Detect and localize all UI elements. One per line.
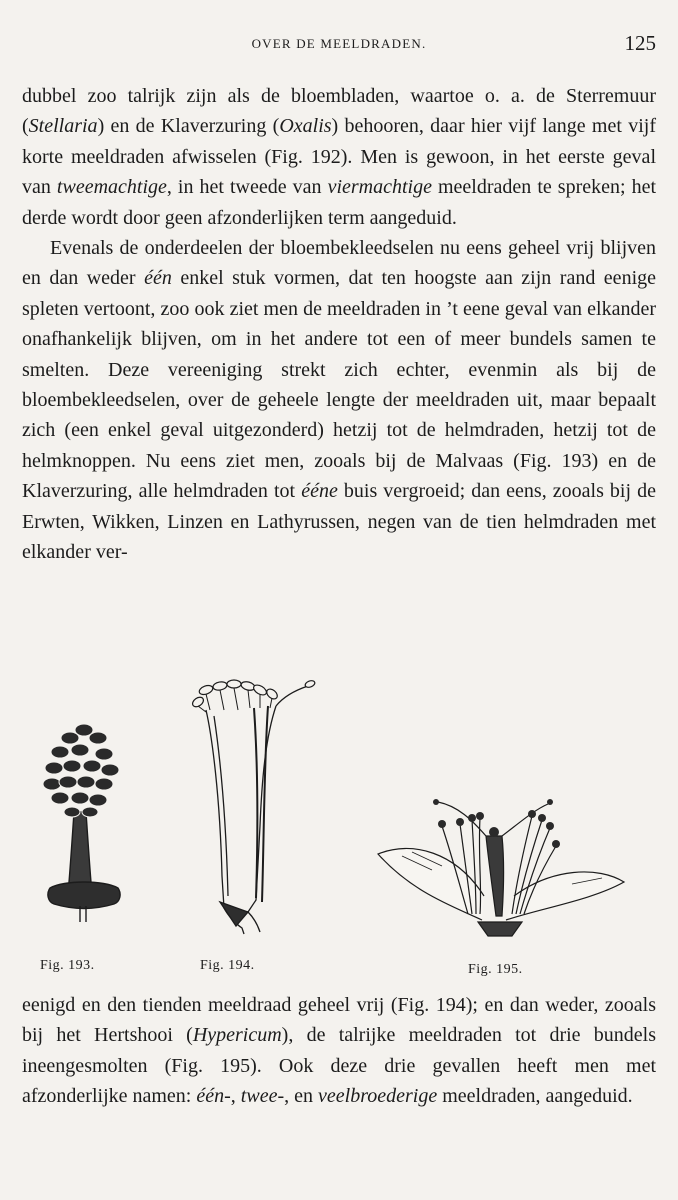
italic-term: Oxalis <box>279 115 332 138</box>
figure-193-caption: Fig. 193. <box>40 958 95 973</box>
paragraph-1: dubbel zoo talrijk zijn als de bloembladen, waartoe o. a. de Sterremuur (Stellaria) en de Klaverzuring (Oxalis) behooren, daar hier vijf lange met vijf korte meeldraden afwisselen (Fig. 192). Men is gewoon, in het eerste geval van tweemachtige, in het tweede van viermachtige meeldraden te spreken; het derde wordt door geen afzonderlijken term aangeduid. <box>22 85 657 229</box>
italic-term: twee- <box>240 1085 285 1108</box>
italic-term: viermachtige <box>327 176 432 199</box>
figure-193-illustration <box>34 712 134 924</box>
italic-term: tweemachtige <box>56 176 167 199</box>
body-text-bottom <box>22 990 656 1112</box>
italic-term: veelbroederige <box>318 1085 438 1108</box>
figure-195-caption: Fig. 195. <box>468 962 523 977</box>
figure-194-illustration <box>184 676 318 938</box>
page-header <box>22 30 656 56</box>
body-text-top <box>22 81 656 568</box>
italic-term: één <box>144 267 172 290</box>
figure-195-illustration <box>372 796 630 942</box>
paragraph-3: eenigd en den tienden meeldraad geheel vrij (Fig. 194); en dan weder, zooals bij het Hertshooi (Hypericum), de talrijke meeldraden tot drie bundels ineengesmolten (Fig. 195). Ook deze drie gevallen heeft men met afzonderlijke namen: één-, twee-, en veelbroederige meeldraden, aangeduid. <box>22 994 656 1108</box>
running-head: OVER DE MEELDRADEN. <box>251 36 427 51</box>
italic-term: Stellaria <box>28 115 98 138</box>
paragraph-2: Evenals de onderdeelen der bloembekleedselen nu eens geheel vrij blijven en dan weder één enkel stuk vormen, dat ten hoogste aan zijn rand eenige spleten vertoont, zoo ook ziet men de meeldraden in ’t eene geval van elkander onafhankelijk blijven, om in het andere tot een of meer bundels samen te smelten. Deze vereeniging strekt zich echter, evenmin als bij de bloembekleedselen, over de geheele lengte der meeldraden uit, maar bepaalt zich (een enkel geval uitgezonderd) hetzij tot de helmdraden, hetzij tot de helmknoppen. Nu eens ziet men, zooals bij de Malvaas (Fig. 193) en de Klaverzuring, alle helmdraden tot ééne buis vergroeid; dan eens, zooals bij de Erwten, Wikken, Linzen en Lathyrussen, negen van de tien helmdraden met elkander ver- <box>22 237 656 564</box>
italic-term: ééne <box>301 480 338 503</box>
page-number: 125 <box>624 31 656 55</box>
italic-term: Hypericum <box>192 1024 282 1047</box>
italic-term: één- <box>196 1085 231 1108</box>
figure-194-caption: Fig. 194. <box>200 958 255 973</box>
